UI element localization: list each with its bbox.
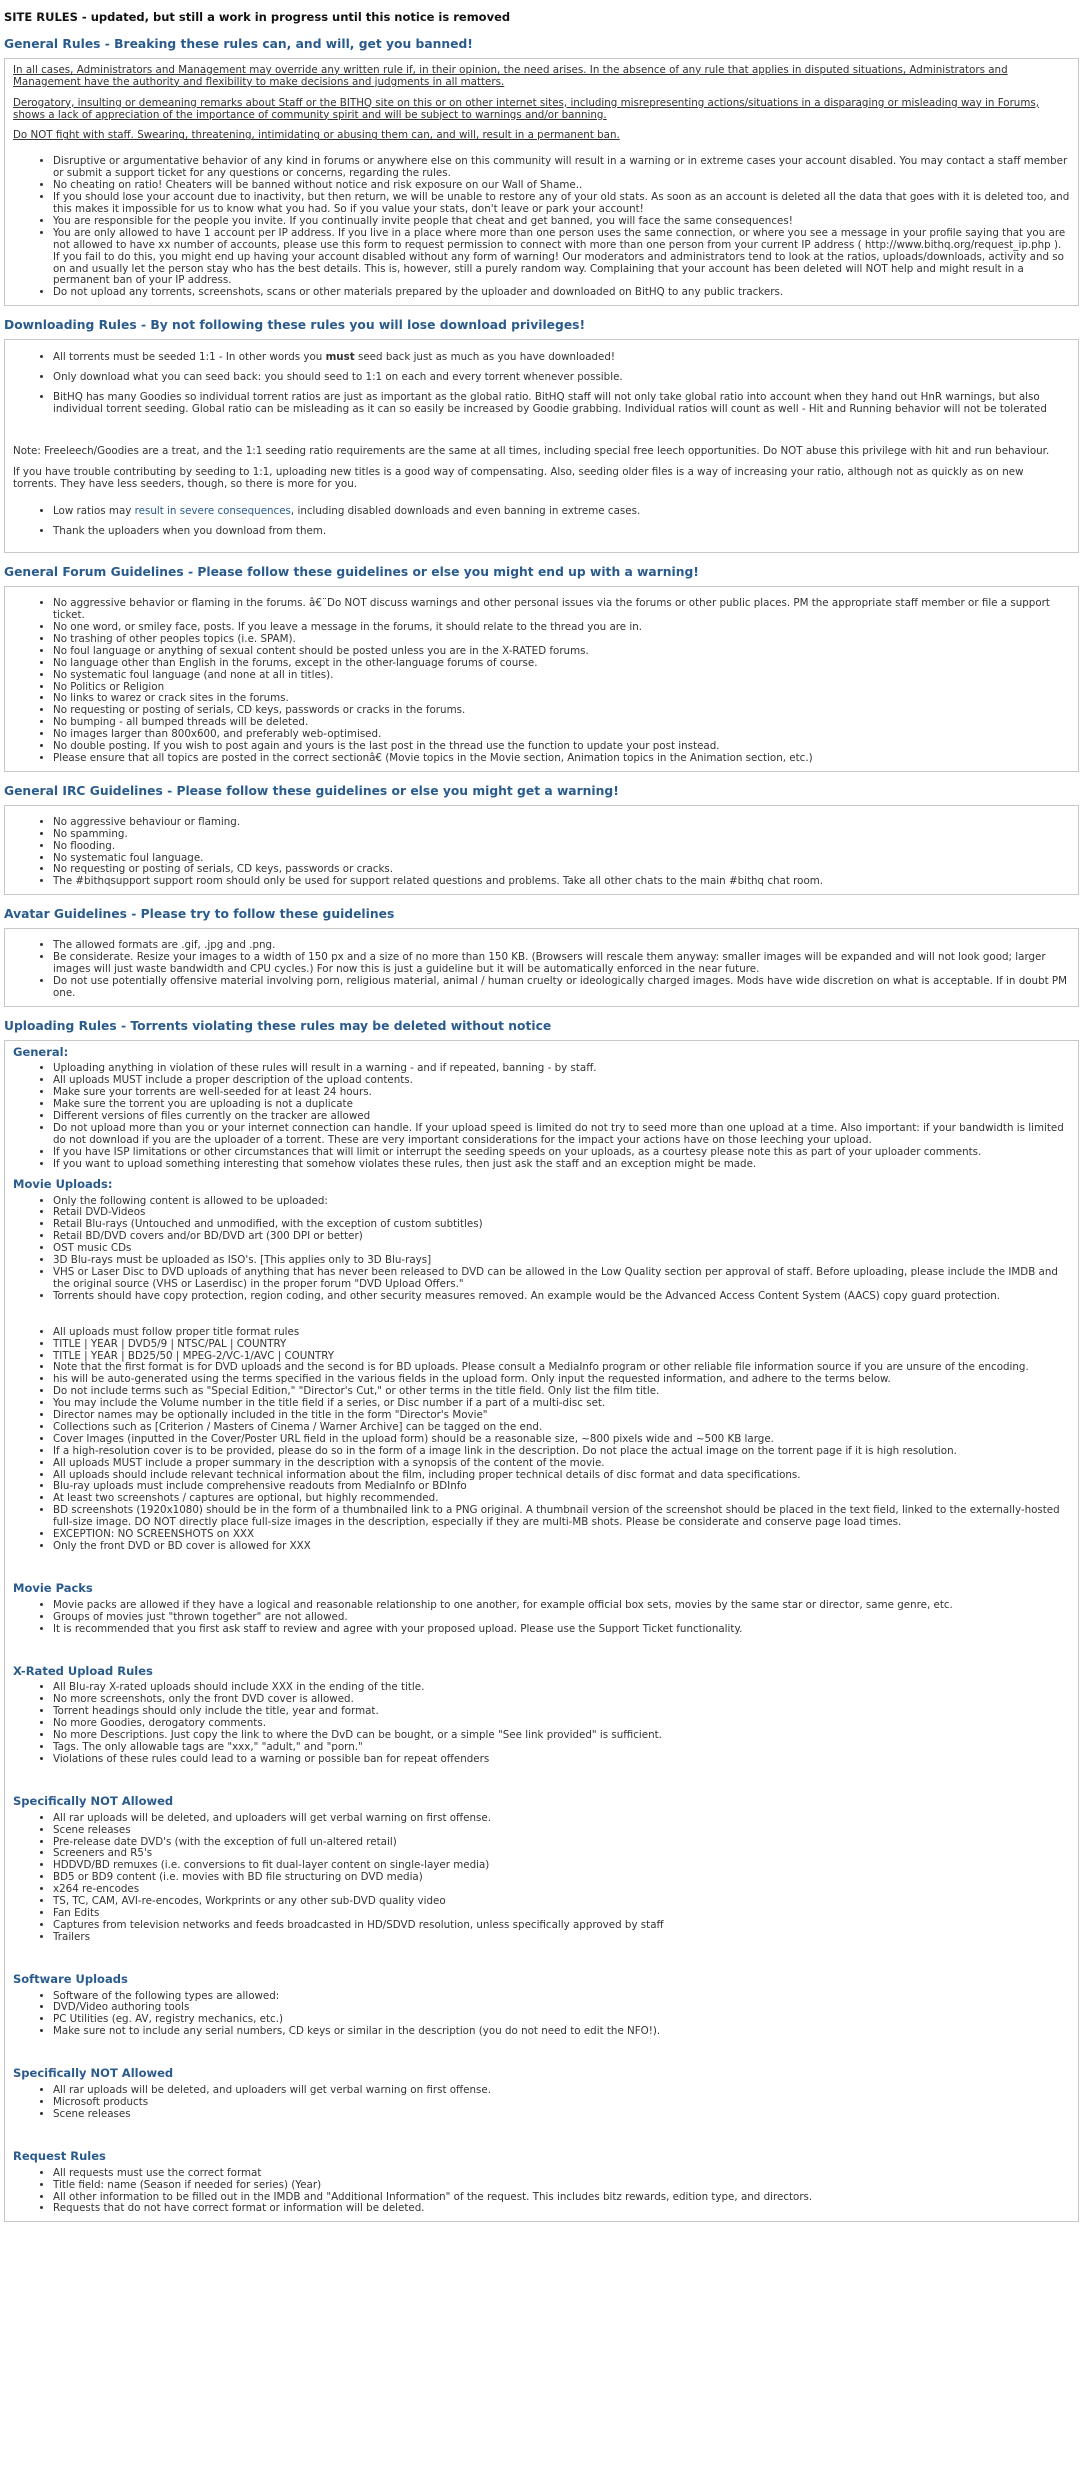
list-item: • At least two screenshots / captures are optional, but highly recommended. <box>53 1493 1070 1505</box>
list-item: • No systematic foul language (and none at all in titles). <box>53 670 1070 682</box>
list-item: • Do not use potentially offensive material involving porn, religious material, animal / human cruelty or ideologically charged images. Mods have wide discretion on what is acceptable. If in doubt PM one. <box>53 976 1070 1000</box>
list-item: • All rar uploads will be deleted, and uploaders will get verbal warning on first offense. <box>53 2085 1070 2097</box>
not-allowed-software-list <box>13 2085 1070 2121</box>
note-paragraph: Note: Freeleech/Goodies are a treat, and the 1:1 seeding ratio requirements are the same at all times, including special free leech opportunities. Do NOT abuse this privilege with hit and run behaviour. <box>13 444 1050 457</box>
list-item: • Fan Edits <box>53 1908 1070 1920</box>
list-item: • No one word, or smiley face, posts. If you leave a message in the forums, it should relate to the thread you are in. <box>53 622 1070 634</box>
note-paragraph: If you have trouble contributing by seeding to 1:1, uploading new titles is a good way of compensating. Also, seeding older files is a way of increasing your ratio, although not as quickly as on new torrents. They have less seeders, though, so there is more for you. <box>13 465 1024 490</box>
irc-guidelines-heading: General IRC Guidelines - Please follow these guidelines or else you might get a warning! <box>4 783 619 798</box>
uploading-rules-box <box>4 1040 1079 2223</box>
list-item: • No aggressive behaviour or flaming. <box>53 817 1070 829</box>
list-item: • Do not upload more than you or your internet connection can handle. If your upload speed is limited do not try to seed more than one upload at a time. Also important: if your bandwidth is limited do not download if you are the uploader of a torrent. These are very important considerations for the impact your actions have on those leeching your upload. <box>53 1123 1070 1147</box>
list-item: • You are only allowed to have 1 account per IP address. If you live in a place where more than one person uses the same connection, or where you see a message in your profile saying that you are not allowed to have xx number of accounts, please use this form to request permission to connect with more than one person from your current IP address ( http://www.bithq.org/request_ip.php ). If you fail to do this, you might end up having your account disabled without any form of warning! Our moderators and administrators tend to look at the ratios, uploads/downloads, activity and so on and usually let the person stay who has the best details. This is, however, still a purely random way. Complaining that your account has been deleted will NOT help and might result in a permanent ban of your IP address. <box>53 228 1070 288</box>
list-item: • All uploads should include relevant technical information about the film, including proper technical details of disc format and data specifications. <box>53 1470 1070 1482</box>
general-upload-heading: General: <box>13 1044 69 1059</box>
list-item: • All uploads MUST include a proper summary in the description with a synopsis of the content of the movie. <box>53 1458 1070 1470</box>
rule-paragraph: Do NOT fight with staff. Swearing, threatening, intimidating or abusing them can, and will, result in a permanent ban. <box>13 129 620 142</box>
list-item: • Microsoft products <box>53 2097 1070 2109</box>
list-item: • BitHQ has many Goodies so individual torrent ratios are just as important as the global ratio. BitHQ staff will not only take global ratio into account when they hand out HnR warnings, but also individual torrent seeding. Global ratio can be misleading as it can so easily be increased by Goodie grabbing. Individual ratios will count as well - Hit and Running behavior will not be tolerated <box>53 392 1070 416</box>
rule-paragraph: Derogatory, insulting or demeaning remarks about Staff or the BITHQ site on this or on other internet sites, including misrepresenting actions/situations in a disparaging or misleading way in Forums, shows a lack of appreciation of the importance of community spirit and will be subject to warnings and/or banning. <box>13 96 1040 121</box>
forum-guidelines-box <box>4 586 1079 772</box>
list-item: • Pre-release date DVD's (with the exception of full un-altered retail) <box>53 1837 1070 1849</box>
forum-guidelines-heading: General Forum Guidelines - Please follow these guidelines or else you might end up with a warning! <box>4 565 699 580</box>
general-upload-list <box>13 1063 1070 1170</box>
general-rules-list <box>13 156 1070 299</box>
list-item: • Retail Blu-rays (Untouched and unmodified, with the exception of custom subtitles) <box>53 1219 1070 1231</box>
list-item: • 3D Blu-rays must be uploaded as ISO's. [This applies only to 3D Blu-rays] <box>53 1255 1070 1267</box>
downloading-rules-list <box>13 352 1070 416</box>
request-rules-heading: Request Rules <box>13 2148 106 2163</box>
consequences-link[interactable]: result in severe consequences <box>134 505 291 518</box>
list-item: • If you have ISP limitations or other circumstances that will limit or interrupt the seeding speeds on your uploads, as a courtesy please note this as part of your uploader comments. <box>53 1147 1070 1159</box>
downloading-rules-list-2 <box>13 506 1070 538</box>
list-item: • Please ensure that all topics are posted in the correct sectionâ€ (Movie topics in the Movie section, Animation topics in the Animation section, etc.) <box>53 753 1070 765</box>
list-item: • No double posting. If you wish to post again and yours is the last post in the thread use the function to update your post instead. <box>53 741 1070 753</box>
list-item: • TITLE | YEAR | BD25/50 | MPEG-2/VC-1/AVC | COUNTRY <box>53 1351 1070 1363</box>
list-item: • No more Descriptions. Just copy the link to where the DvD can be bought, or a simple "See link provided" is sufficient. <box>53 1730 1070 1742</box>
list-item: • Cover Images (inputted in the Cover/Poster URL field in the upload form) should be a reasonable size, ~800 pixels wide and ~500 KB large. <box>53 1434 1070 1446</box>
list-item <box>53 506 1070 518</box>
list-item: • x264 re-encodes <box>53 1884 1070 1896</box>
list-item: • Tags. The only allowable tags are "xxx," "adult," and "porn." <box>53 1742 1070 1754</box>
not-allowed-list <box>13 1813 1070 1944</box>
uploading-rules-heading: Uploading Rules - Torrents violating these rules may be deleted without notice <box>4 1018 552 1033</box>
rule-paragraph: In all cases, Administrators and Management may override any written rule if, in their opinion, the need arises. In the absence of any rule that applies in disputed situations, Administrators and Management have the authority and flexibility to make decisions and judgments in all matters. <box>13 63 1008 88</box>
list-item: • Director names may be optionally included in the title in the form "Director's Movie" <box>53 1410 1070 1422</box>
downloading-rules-box <box>4 339 1079 553</box>
list-item: • No spamming. <box>53 829 1070 841</box>
list-item: • No foul language or anything of sexual content should be posted unless you are in the X-RATED forums. <box>53 646 1070 658</box>
rule-text: Low ratios may <box>53 505 135 518</box>
list-item: • Torrent headings should only include the title, year and format. <box>53 1706 1070 1718</box>
list-item: • OST music CDs <box>53 1243 1070 1255</box>
list-item: • Retail BD/DVD covers and/or BD/DVD art (300 DPI or better) <box>53 1231 1070 1243</box>
list-item: • All uploads MUST include a proper description of the upload contents. <box>53 1075 1070 1087</box>
list-item: • Make sure your torrents are well-seeded for at least 24 hours. <box>53 1087 1070 1099</box>
avatar-guidelines-box <box>4 928 1079 1007</box>
list-item: • EXCEPTION: NO SCREENSHOTS on XXX <box>53 1529 1070 1541</box>
avatar-guidelines-list <box>13 940 1070 1000</box>
list-item: • BD5 or BD9 content (i.e. movies with BD file structuring on DVD media) <box>53 1872 1070 1884</box>
not-allowed-heading: Specifically NOT Allowed <box>13 1793 174 1808</box>
list-item: • Captures from television networks and feeds broadcasted in HD/SDVD resolution, unless specifically approved by staff <box>53 1920 1070 1932</box>
list-item: • BD screenshots (1920x1080) should be in the form of a thumbnailed link to a PNG original. A thumbnail version of the screenshot should be placed in the text field, linked to the externally-hosted full-size image. DO NOT directly place full-size images in the description, especially if they are multi-MB shots. Please be considerate and conserve page load times. <box>53 1505 1070 1529</box>
list-item: • No requesting or posting of serials, CD keys, passwords or cracks in the forums. <box>53 705 1070 717</box>
list-item: • No flooding. <box>53 841 1070 853</box>
list-item: • No Politics or Religion <box>53 682 1070 694</box>
list-item: • PC Utilities (eg. AV, registry mechanics, etc.) <box>53 2014 1070 2026</box>
movie-packs-list <box>13 1600 1070 1636</box>
list-item: • Scene releases <box>53 1825 1070 1837</box>
list-item: • No requesting or posting of serials, CD keys, passwords or cracks. <box>53 864 1070 876</box>
movie-uploads-list <box>13 1196 1070 1303</box>
movie-packs-heading: Movie Packs <box>13 1580 93 1595</box>
list-item: • Be considerate. Resize your images to a width of 150 px and a size of no more than 150 KB. (Browsers will rescale them anyway: smaller images will be expanded and will not look good; larger images will just waste bandwidth and CPU cycles.) For now this is just a guideline but it will be automatically enforced in the near future. <box>53 952 1070 976</box>
list-item: • Disruptive or argumentative behavior of any kind in forums or anywhere else on this community will result in a warning or in extreme cases your account disabled. You may contact a staff member or submit a support ticket for any questions or concerns, regarding the rules. <box>53 156 1070 180</box>
list-item: • Only the front DVD or BD cover is allowed for XXX <box>53 1541 1070 1553</box>
list-item: • Software of the following types are allowed: <box>53 1991 1070 2003</box>
list-item: • All rar uploads will be deleted, and uploaders will get verbal warning on first offense. <box>53 1813 1070 1825</box>
list-item: • Note that the first format is for DVD uploads and the second is for BD uploads. Please consult a MediaInfo program or other reliable file information source if you are unsure of the encoding. <box>53 1362 1070 1374</box>
software-uploads-list <box>13 1991 1070 2039</box>
general-rules-box <box>4 58 1079 306</box>
list-item: • All uploads must follow proper title format rules <box>53 1327 1070 1339</box>
list-item: • It is recommended that you first ask staff to review and agree with your proposed upload. Please use the Support Ticket functionality. <box>53 1624 1070 1636</box>
not-allowed-software-heading: Specifically NOT Allowed <box>13 2066 174 2081</box>
list-item: • All other information to be filled out in the IMDB and "Additional Information" of the request. This includes bitz rewards, edition type, and directors. <box>53 2192 1070 2204</box>
list-item: • No language other than English in the forums, except in the other-language forums of course. <box>53 658 1070 670</box>
list-item: • No systematic foul language. <box>53 853 1070 865</box>
list-item: • No more Goodies, derogatory comments. <box>53 1718 1070 1730</box>
movie-format-list <box>13 1327 1070 1553</box>
forum-guidelines-list <box>13 598 1070 765</box>
rule-text: seed back just as much as you have downloaded! <box>354 351 616 364</box>
list-item: • Retail DVD-Videos <box>53 1207 1070 1219</box>
irc-guidelines-box <box>4 805 1079 895</box>
list-item: • Collections such as [Criterion / Masters of Cinema / Warner Archive] can be tagged on the end. <box>53 1422 1070 1434</box>
list-item: • If you should lose your account due to inactivity, but then return, we will be unable to restore any of your old stats. As soon as an account is deleted all the data that goes with it is deleted too, and this makes it impossible for us to know what you had. So if you value your stats, don't leave or park your account! <box>53 192 1070 216</box>
list-item: • Do not include terms such as "Special Edition," "Director's Cut," or other terms in the title field. Only list the film title. <box>53 1386 1070 1398</box>
list-item: • TS, TC, CAM, AVI-re-encodes, Workprints or any other sub-DVD quality video <box>53 1896 1070 1908</box>
list-item: • VHS or Laser Disc to DVD uploads of anything that has never been released to DVD can be allowed in the Low Quality section per approval of staff. Before uploading, please include the IMDB and the original source (VHS or Laserdisc) in the proper forum "DVD Upload Offers." <box>53 1267 1070 1291</box>
list-item: • No more screenshots, only the front DVD cover is allowed. <box>53 1694 1070 1706</box>
list-item: • Do not upload any torrents, screenshots, scans or other materials prepared by the uploader and downloaded on BitHQ to any public trackers. <box>53 287 1070 299</box>
rule-text: All torrents must be seeded 1:1 - In other words you <box>53 351 326 364</box>
list-item: • No links to warez or crack sites in the forums. <box>53 693 1070 705</box>
rule-text: , including disabled downloads and even banning in extreme cases. <box>290 505 641 518</box>
request-rules-list <box>13 2168 1070 2216</box>
list-item: • You may include the Volume number in the title field if a series, or Disc number if a part of a multi-disc set. <box>53 1398 1070 1410</box>
list-item: • If you want to upload something interesting that somehow violates these rules, then just ask the staff and an exception might be made. <box>53 1159 1070 1171</box>
list-item: • No bumping - all bumped threads will be deleted. <box>53 717 1070 729</box>
list-item: • Thank the uploaders when you download from them. <box>53 526 1070 538</box>
software-uploads-heading: Software Uploads <box>13 1971 128 1986</box>
list-item: • Requests that do not have correct format or information will be deleted. <box>53 2203 1070 2215</box>
list-item <box>53 352 1070 364</box>
list-item: • Movie packs are allowed if they have a logical and reasonable relationship to one another, for example official box sets, movies by the same star or director, same genre, etc. <box>53 1600 1070 1612</box>
downloading-rules-heading: Downloading Rules - By not following these rules you will lose download privileges! <box>4 318 586 333</box>
list-item: • Blu-ray uploads must include comprehensive readouts from MediaInfo or BDInfo <box>53 1481 1070 1493</box>
irc-guidelines-list <box>13 817 1070 888</box>
xrated-rules-list <box>13 1682 1070 1765</box>
emphasis-text: must <box>325 351 355 364</box>
list-item: • Different versions of files currently on the tracker are allowed <box>53 1111 1070 1123</box>
list-item: • Torrents should have copy protection, region coding, and other security measures removed. An example would be the Advanced Access Content System (AACS) copy guard protection. <box>53 1291 1070 1303</box>
list-item: • All requests must use the correct format <box>53 2168 1070 2180</box>
list-item: • Uploading anything in violation of these rules will result in a warning - and if repeated, banning - by staff. <box>53 1063 1070 1075</box>
movie-uploads-heading: Movie Uploads: <box>13 1176 113 1191</box>
list-item: • Trailers <box>53 1932 1070 1944</box>
list-item: • No images larger than 800x600, and preferably web-optimised. <box>53 729 1070 741</box>
list-item: • No trashing of other peoples topics (i.e. SPAM). <box>53 634 1070 646</box>
page-title: SITE RULES - updated, but still a work in progress until this notice is removed <box>4 10 511 24</box>
list-item: • Only download what you can seed back: you should seed to 1:1 on each and every torrent whenever possible. <box>53 372 1070 384</box>
list-item: • Only the following content is allowed to be uploaded: <box>53 1196 1070 1208</box>
list-item: • Scene releases <box>53 2109 1070 2121</box>
list-item: • Make sure the torrent you are uploading is not a duplicate <box>53 1099 1070 1111</box>
list-item: • Groups of movies just "thrown together" are not allowed. <box>53 1612 1070 1624</box>
list-item: • DVD/Video authoring tools <box>53 2002 1070 2014</box>
list-item: • Title field: name (Season if needed for series) (Year) <box>53 2180 1070 2192</box>
xrated-rules-heading: X-Rated Upload Rules <box>13 1663 153 1678</box>
avatar-guidelines-heading: Avatar Guidelines - Please try to follow these guidelines <box>4 907 395 922</box>
list-item: • his will be auto-generated using the terms specified in the various fields in the upload form. Only input the requested information, and adhere to the terms below. <box>53 1374 1070 1386</box>
list-item: • Violations of these rules could lead to a warning or possible ban for repeat offenders <box>53 1754 1070 1766</box>
list-item: • The #bithqsupport support room should only be used for support related questions and problems. Take all other chats to the main #bithq chat room. <box>53 876 1070 888</box>
general-rules-heading: General Rules - Breaking these rules can, and will, get you banned! <box>4 36 473 51</box>
list-item: • All Blu-ray X-rated uploads should include XXX in the ending of the title. <box>53 1682 1070 1694</box>
list-item: • TITLE | YEAR | DVD5/9 | NTSC/PAL | COUNTRY <box>53 1339 1070 1351</box>
list-item: • Screeners and R5's <box>53 1848 1070 1860</box>
list-item: • The allowed formats are .gif, .jpg and .png. <box>53 940 1070 952</box>
list-item: • HDDVD/BD remuxes (i.e. conversions to fit dual-layer content on single-layer media) <box>53 1860 1070 1872</box>
list-item: • Make sure not to include any serial numbers, CD keys or similar in the description (you do not need to edit the NFO!). <box>53 2026 1070 2038</box>
list-item: • If a high-resolution cover is to be provided, please do so in the form of a image link in the description. Do not place the actual image on the torrent page if it is high resolution. <box>53 1446 1070 1458</box>
list-item: • No aggressive behavior or flaming in the forums. â€¨Do NOT discuss warnings and other personal issues via the forums or other public places. PM the appropriate staff member or file a support ticket. <box>53 598 1070 622</box>
list-item: • No cheating on ratio! Cheaters will be banned without notice and risk exposure on our Wall of Shame.. <box>53 180 1070 192</box>
list-item: • You are responsible for the people you invite. If you continually invite people that cheat and get banned, you will face the same consequences! <box>53 216 1070 228</box>
